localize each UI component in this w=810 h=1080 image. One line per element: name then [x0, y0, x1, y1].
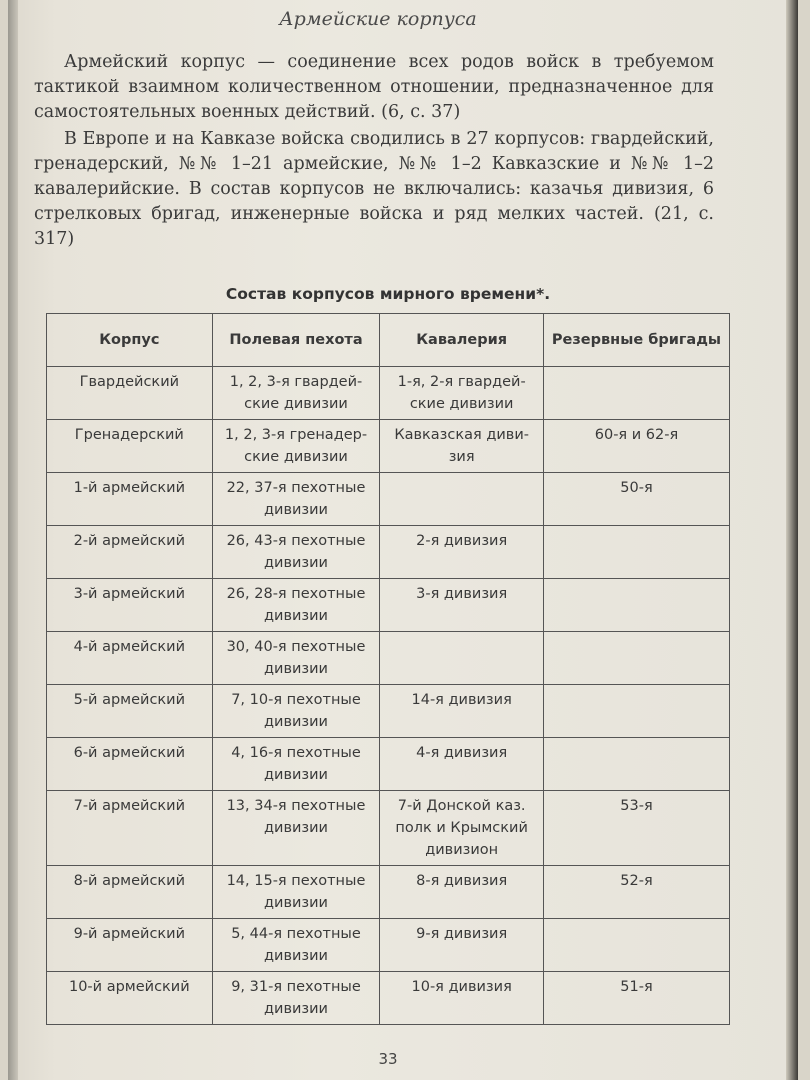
- cell-cavalry: 1-я, 2-я гвардейские дивизии: [380, 367, 544, 420]
- cell-reserve: [543, 579, 729, 632]
- cell-cavalry: Кавказская дивизия: [380, 420, 544, 473]
- cell-reserve: [543, 526, 729, 579]
- cell-corps: 9-й армейский: [47, 919, 213, 972]
- cell-cavalry: 2-я дивизия: [380, 526, 544, 579]
- cell-cavalry: 9-я дивизия: [380, 919, 544, 972]
- paragraph-2: В Европе и на Кавказе войска сводились в 27 корпусов: гвардейский, гренадерский, №№ 1–21 армейские, №№ 1–2 Кавказские и №№ 1–2 кавалерийские. В состав корпусов не включались: казачья дивизия, 6 стрелковых бригад, инженерные войска и ряд мелких частей. (21, с. 317): [34, 129, 714, 249]
- header-reserve: Резервные бригады: [543, 314, 729, 367]
- cell-infantry: 26, 43-я пехотные дивизии: [212, 526, 380, 579]
- table-row: [47, 972, 730, 1025]
- cell-corps: 5-й армейский: [47, 685, 213, 738]
- running-head: Армейские корпуса: [279, 8, 477, 30]
- table-title: Состав корпусов мирного времени*.: [225, 285, 551, 303]
- cell-cavalry: [380, 632, 544, 685]
- cell-infantry: 1, 2, 3-я гренадерские дивизии: [212, 420, 380, 473]
- cell-reserve: 52-я: [543, 866, 729, 919]
- cell-infantry: 7, 10-я пехотные дивизии: [212, 685, 380, 738]
- cell-reserve: 50-я: [543, 473, 729, 526]
- page-edge: [786, 0, 798, 1080]
- cell-reserve: [543, 919, 729, 972]
- paragraph-1: Армейский корпус — соединение всех родов войск в требуемом тактикой взаимном количественном отношении, предназначенное для самостоятельных военных действий. (6, с. 37): [34, 52, 714, 122]
- cell-corps: 6-й армейский: [47, 738, 213, 791]
- table-row: [47, 791, 730, 866]
- cell-infantry: 13, 34-я пехотные дивизии: [212, 791, 380, 866]
- cell-cavalry: 7-й Донской каз. полк и Крымский дивизион: [380, 791, 544, 866]
- cell-cavalry: 10-я дивизия: [380, 972, 544, 1025]
- cell-corps: 8-й армейский: [47, 866, 213, 919]
- cell-reserve: [543, 738, 729, 791]
- cell-infantry: 14, 15-я пехотные дивизии: [212, 866, 380, 919]
- cell-reserve: [543, 685, 729, 738]
- cell-reserve: [543, 632, 729, 685]
- cell-corps: 4-й армейский: [47, 632, 213, 685]
- table-row: [47, 526, 730, 579]
- table-header-row: [47, 314, 730, 367]
- table-row: [47, 579, 730, 632]
- table-row: [47, 919, 730, 972]
- cell-infantry: 4, 16-я пехотные дивизии: [212, 738, 380, 791]
- cell-cavalry: 8-я дивизия: [380, 866, 544, 919]
- corps-table: [46, 313, 730, 1025]
- cell-cavalry: 14-я дивизия: [380, 685, 544, 738]
- table-row: [47, 367, 730, 420]
- cell-corps: 2-й армейский: [47, 526, 213, 579]
- table-row: [47, 685, 730, 738]
- cell-cavalry: 3-я дивизия: [380, 579, 544, 632]
- cell-infantry: 30, 40-я пехотные дивизии: [212, 632, 380, 685]
- cell-reserve: [543, 367, 729, 420]
- cell-infantry: 1, 2, 3-я гвардейские дивизии: [212, 367, 380, 420]
- cell-infantry: 5, 44-я пехотные дивизии: [212, 919, 380, 972]
- cell-corps: Гвардейский: [47, 367, 213, 420]
- page-spine: [8, 0, 18, 1080]
- table-row: [47, 866, 730, 919]
- cell-reserve: 53-я: [543, 791, 729, 866]
- table-row: [47, 420, 730, 473]
- cell-corps: 3-й армейский: [47, 579, 213, 632]
- table-row: [47, 738, 730, 791]
- table-row: [47, 632, 730, 685]
- cell-reserve: 51-я: [543, 972, 729, 1025]
- cell-corps: Гренадерский: [47, 420, 213, 473]
- page-number: 33: [378, 1050, 398, 1068]
- header-cavalry: Кавалерия: [380, 314, 544, 367]
- table-row: [47, 473, 730, 526]
- cell-corps: 10-й армейский: [47, 972, 213, 1025]
- cell-infantry: 26, 28-я пехотные дивизии: [212, 579, 380, 632]
- cell-corps: 1-й армейский: [47, 473, 213, 526]
- header-infantry: Полевая пехота: [212, 314, 380, 367]
- book-page: [8, 0, 798, 1080]
- header-corps: Корпус: [47, 314, 213, 367]
- cell-infantry: 9, 31-я пехотные дивизии: [212, 972, 380, 1025]
- cell-infantry: 22, 37-я пехотные дивизии: [212, 473, 380, 526]
- cell-cavalry: [380, 473, 544, 526]
- cell-cavalry: 4-я дивизия: [380, 738, 544, 791]
- cell-corps: 7-й армейский: [47, 791, 213, 866]
- cell-reserve: 60-я и 62-я: [543, 420, 729, 473]
